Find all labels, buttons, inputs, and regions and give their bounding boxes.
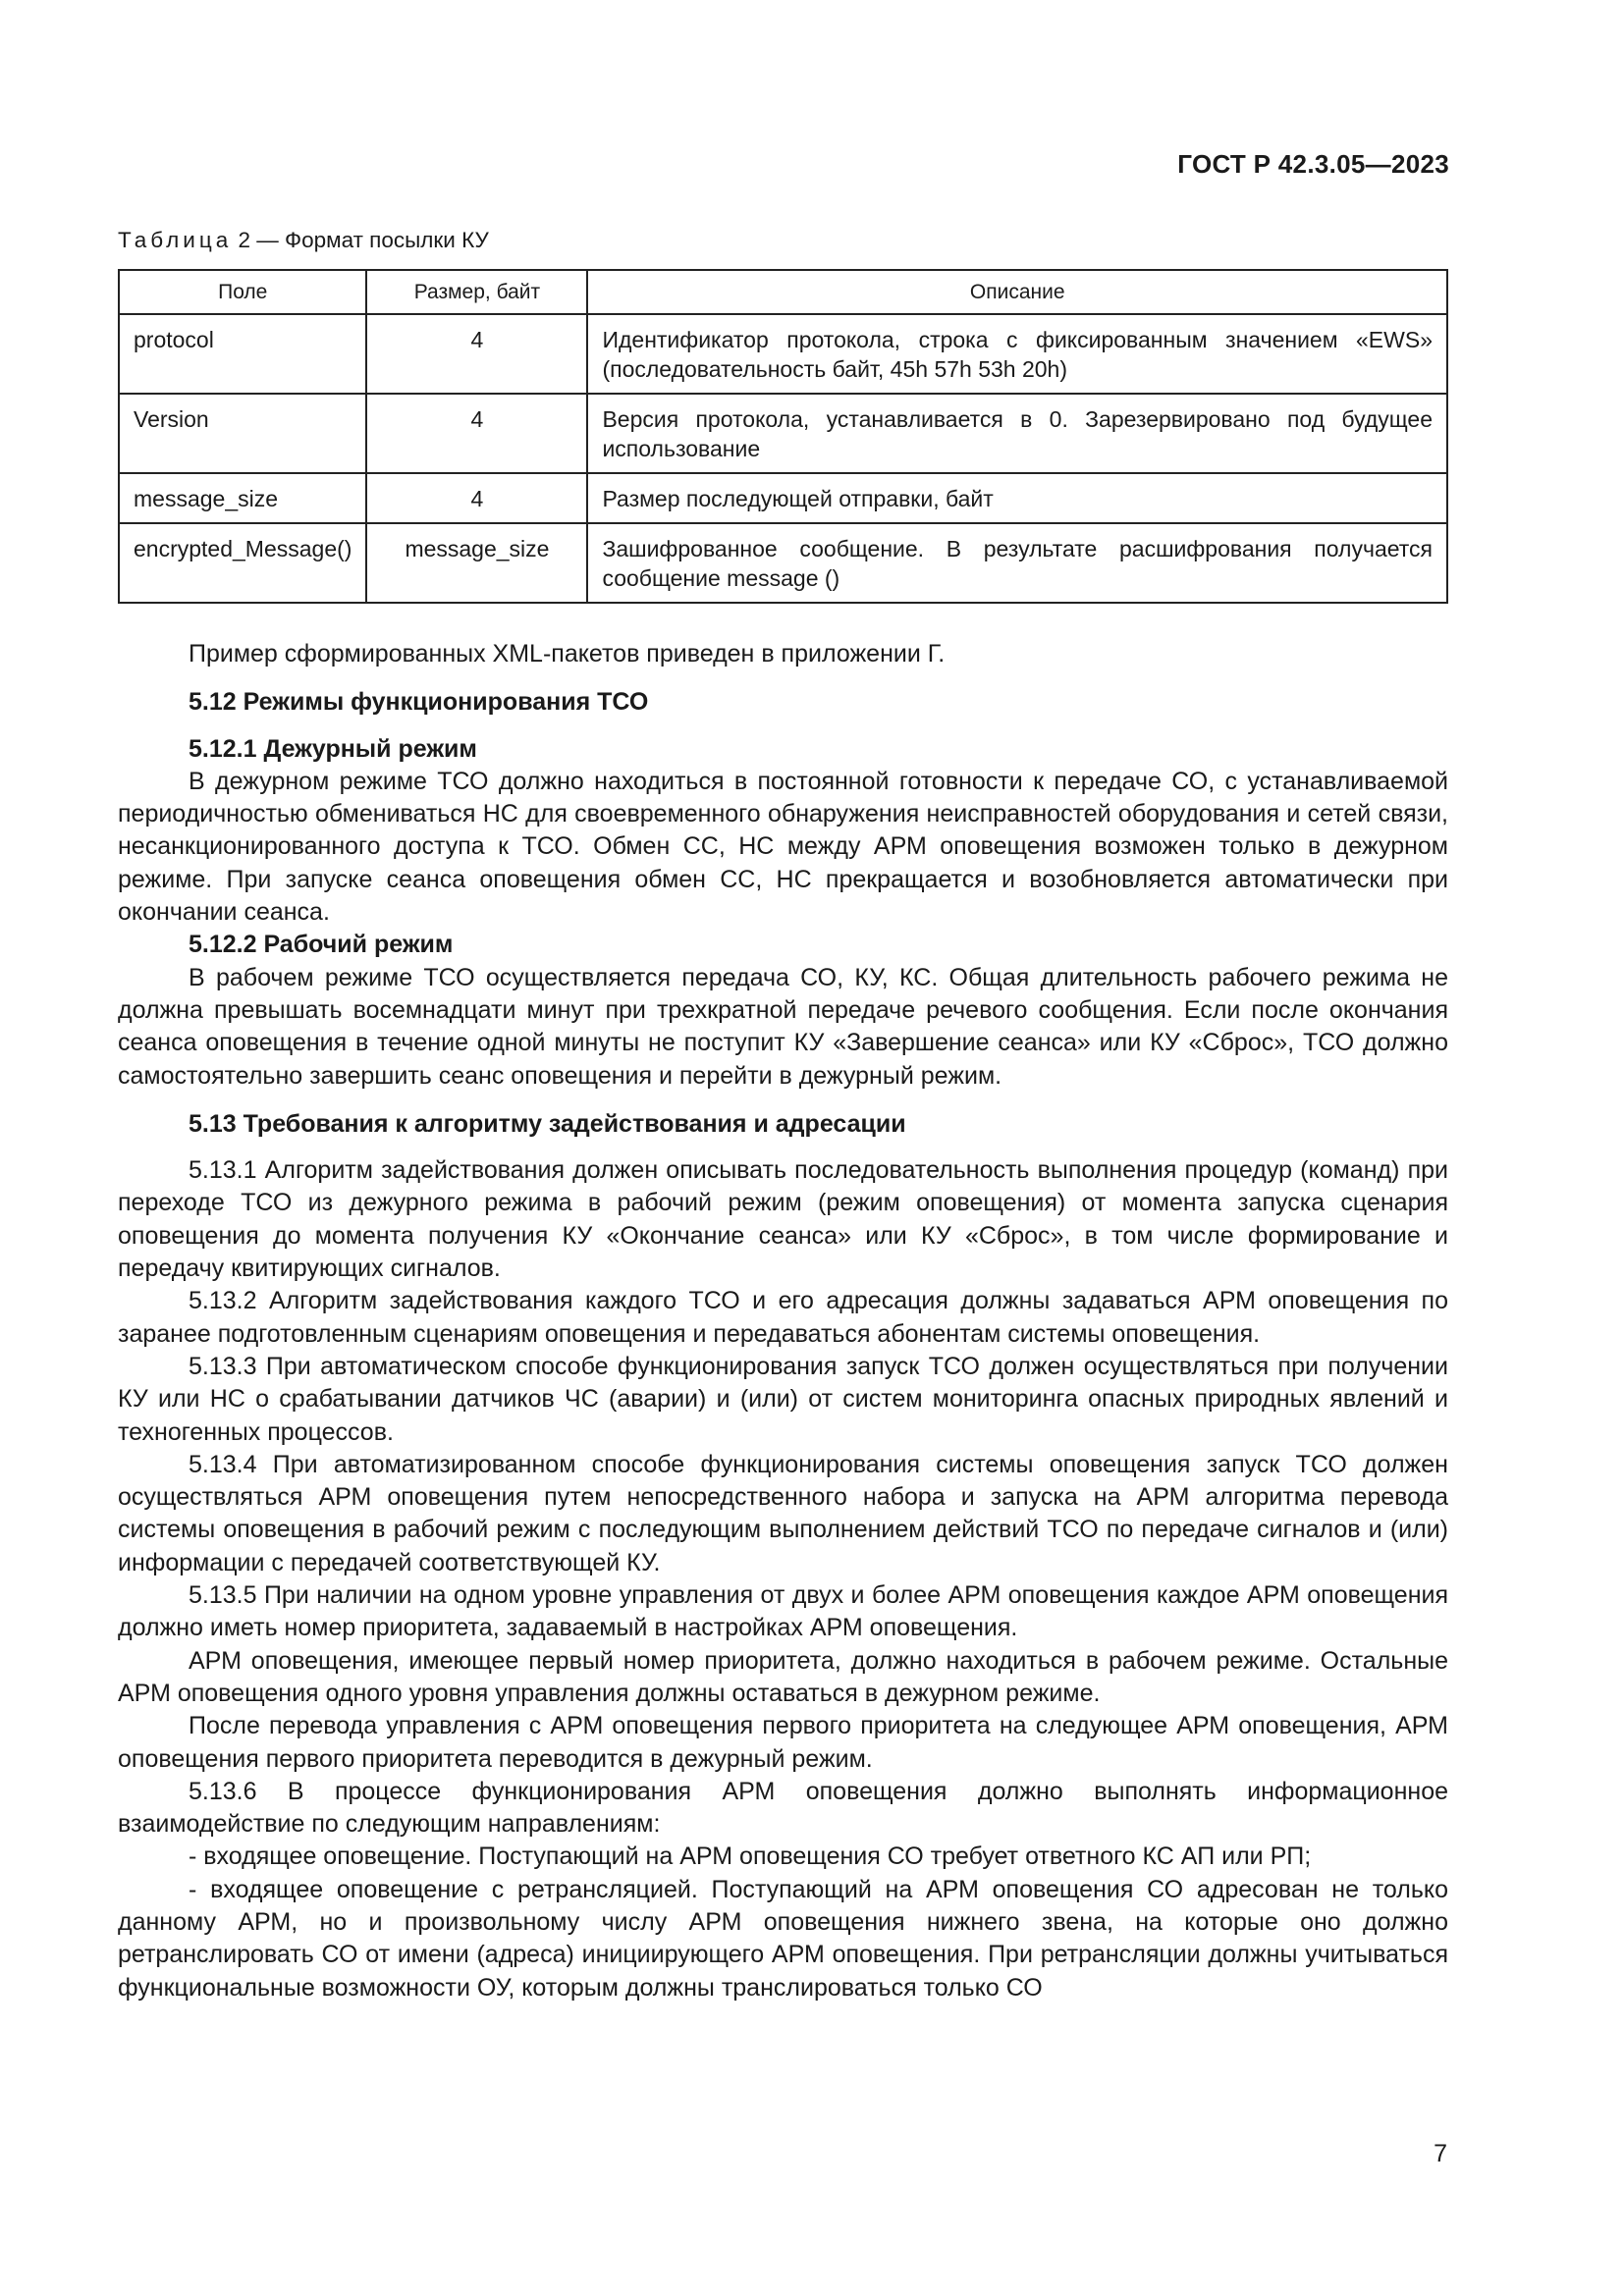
paragraph-5-13-1: 5.13.1 Алгоритм задействования должен описывать последовательность выполнения процедур (команд) при переходе ТСО из дежурного режима в рабочий режим (режим оповещения) от момента запуска сценария оповещения до момента получения КУ «Окончание сеанса» или КУ «Сброс», в том числе формирование и передачу квитирующих сигналов. (118, 1156, 1448, 1283)
table-row (119, 314, 1447, 394)
column-header-field: Поле (119, 270, 366, 314)
table-caption-text: 2 — Формат посылки КУ (232, 228, 489, 252)
paragraph-5-13-5-priority: АРМ оповещения, имеющее первый номер приоритета, должно находиться в рабочем режиме. Остальные АРМ оповещения одного уровня управления должны оставаться в дежурном режиме. (118, 1646, 1448, 1707)
example-note: Пример сформированных XML-пакетов приведен в приложении Г. (189, 640, 946, 667)
document-body (118, 638, 1448, 2004)
list-item: - входящее оповещение с ретрансляцией. Поступающий на АРМ оповещения СО адресован не только данному АРМ, но и произвольному числу АРМ оповещения нижнего звена, на которые оно должно ретранслировать СО от имени (адреса) инициирующего АРМ оповещения. При ретрансляции должны учитываться функциональные возможности ОУ, которым должны транслироваться только СО (118, 1875, 1448, 2002)
cell-size: 4 (366, 394, 587, 473)
section-5-12-2-heading: 5.12.2 Рабочий режим (189, 931, 454, 959)
column-header-size: Размер, байт (366, 270, 587, 314)
page-number: 7 (1434, 2140, 1447, 2167)
table-header-row (119, 270, 1447, 314)
document-standard-header: ГОСТ Р 42.3.05—2023 (1177, 149, 1449, 179)
cell-field: message_size (119, 473, 366, 523)
cell-size: message_size (366, 523, 587, 603)
table-caption (118, 228, 489, 253)
paragraph-5-13-5: 5.13.5 При наличии на одном уровне управления от двух и более АРМ оповещения каждое АРМ оповещения должно иметь номер приоритета, задаваемый в настройках АРМ оповещения. (118, 1581, 1448, 1642)
table-row (119, 523, 1447, 603)
section-5-12-1-heading: 5.12.1 Дежурный режим (189, 734, 477, 763)
section-5-12-2-text: В рабочем режиме ТСО осуществляется передача СО, КУ, КС. Общая длительность рабочего режима не должна превышать восемнадцати минут при трехкратной передаче речевого сообщения. Если после окончания сеанса оповещения в течение одной минуты не поступит КУ «Завершение сеанса» или КУ «Сброс», ТСО должно самостоятельно завершить сеанс оповещения и перейти в дежурный режим. (118, 963, 1448, 1090)
section-5-12-1-text: В дежурном режиме ТСО должно находиться в постоянной готовности к передаче СО, с устанавливаемой периодичностью обмениваться НС для своевременного обнаружения неисправностей оборудования и сетей связи, несанкционированного доступа к ТСО. Обмен СС, НС между АРМ оповещения возможен только в дежурном режиме. При запуске сеанса оповещения обмен СС, НС прекращается и возобновляется автоматически при окончании сеанса. (118, 767, 1448, 927)
paragraph-5-13-2: 5.13.2 Алгоритм задействования каждого ТСО и его адресация должны задаваться АРМ оповещения по заранее подготовленным сценариям оповещения и передаваться абонентам системы оповещения. (118, 1287, 1448, 1348)
paragraph-5-13-3: 5.13.3 При автоматическом способе функционирования запуск ТСО должен осуществляться при получении КУ или НС о срабатывании датчиков ЧС (аварии) и (или) от систем мониторинга опасных природных явлений и техногенных процессов. (118, 1352, 1448, 1446)
cell-description: Идентификатор протокола, строка с фиксированным значением «EWS» (последовательность байт, 45h 57h 53h 20h) (587, 314, 1447, 394)
paragraph-5-13-6: 5.13.6 В процессе функционирования АРМ оповещения должно выполнять информационное взаимодействие по следующим направлениям: (118, 1777, 1448, 1839)
cell-field: Version (119, 394, 366, 473)
section-5-13-heading: 5.13 Требования к алгоритму задействования и адресации (189, 1109, 906, 1138)
table-row (119, 473, 1447, 523)
paragraph-5-13-4: 5.13.4 При автоматизированном способе функционирования системы оповещения запуск ТСО должен осуществляться АРМ оповещения путем непосредственного набора и запуска на АРМ алгоритма перевода системы оповещения в рабочий режим с последующим выполнением действий ТСО по передаче сигналов и (или) информации с передачей соответствующей КУ. (118, 1450, 1448, 1576)
table-caption-label: Таблица (118, 228, 233, 252)
column-header-description: Описание (587, 270, 1447, 314)
cell-description: Зашифрованное сообщение. В результате расшифрования получается сообщение message () (587, 523, 1447, 603)
cell-size: 4 (366, 473, 587, 523)
list-item: - входящее оповещение. Поступающий на АРМ оповещения СО требует ответного КС АП или РП; (189, 1842, 1312, 1871)
table-row (119, 394, 1447, 473)
ku-format-table (118, 269, 1448, 604)
paragraph-5-13-5-transfer: После перевода управления с АРМ оповещения первого приоритета на следующее АРМ оповещения, АРМ оповещения первого приоритета переводится в дежурный режим. (118, 1712, 1448, 1773)
cell-field: encrypted_Message() (119, 523, 366, 603)
cell-size: 4 (366, 314, 587, 394)
cell-description: Версия протокола, устанавливается в 0. Зарезервировано под будущее использование (587, 394, 1447, 473)
cell-description: Размер последующей отправки, байт (587, 473, 1447, 523)
cell-field: protocol (119, 314, 366, 394)
section-5-12-heading: 5.12 Режимы функционирования ТСО (189, 688, 649, 717)
